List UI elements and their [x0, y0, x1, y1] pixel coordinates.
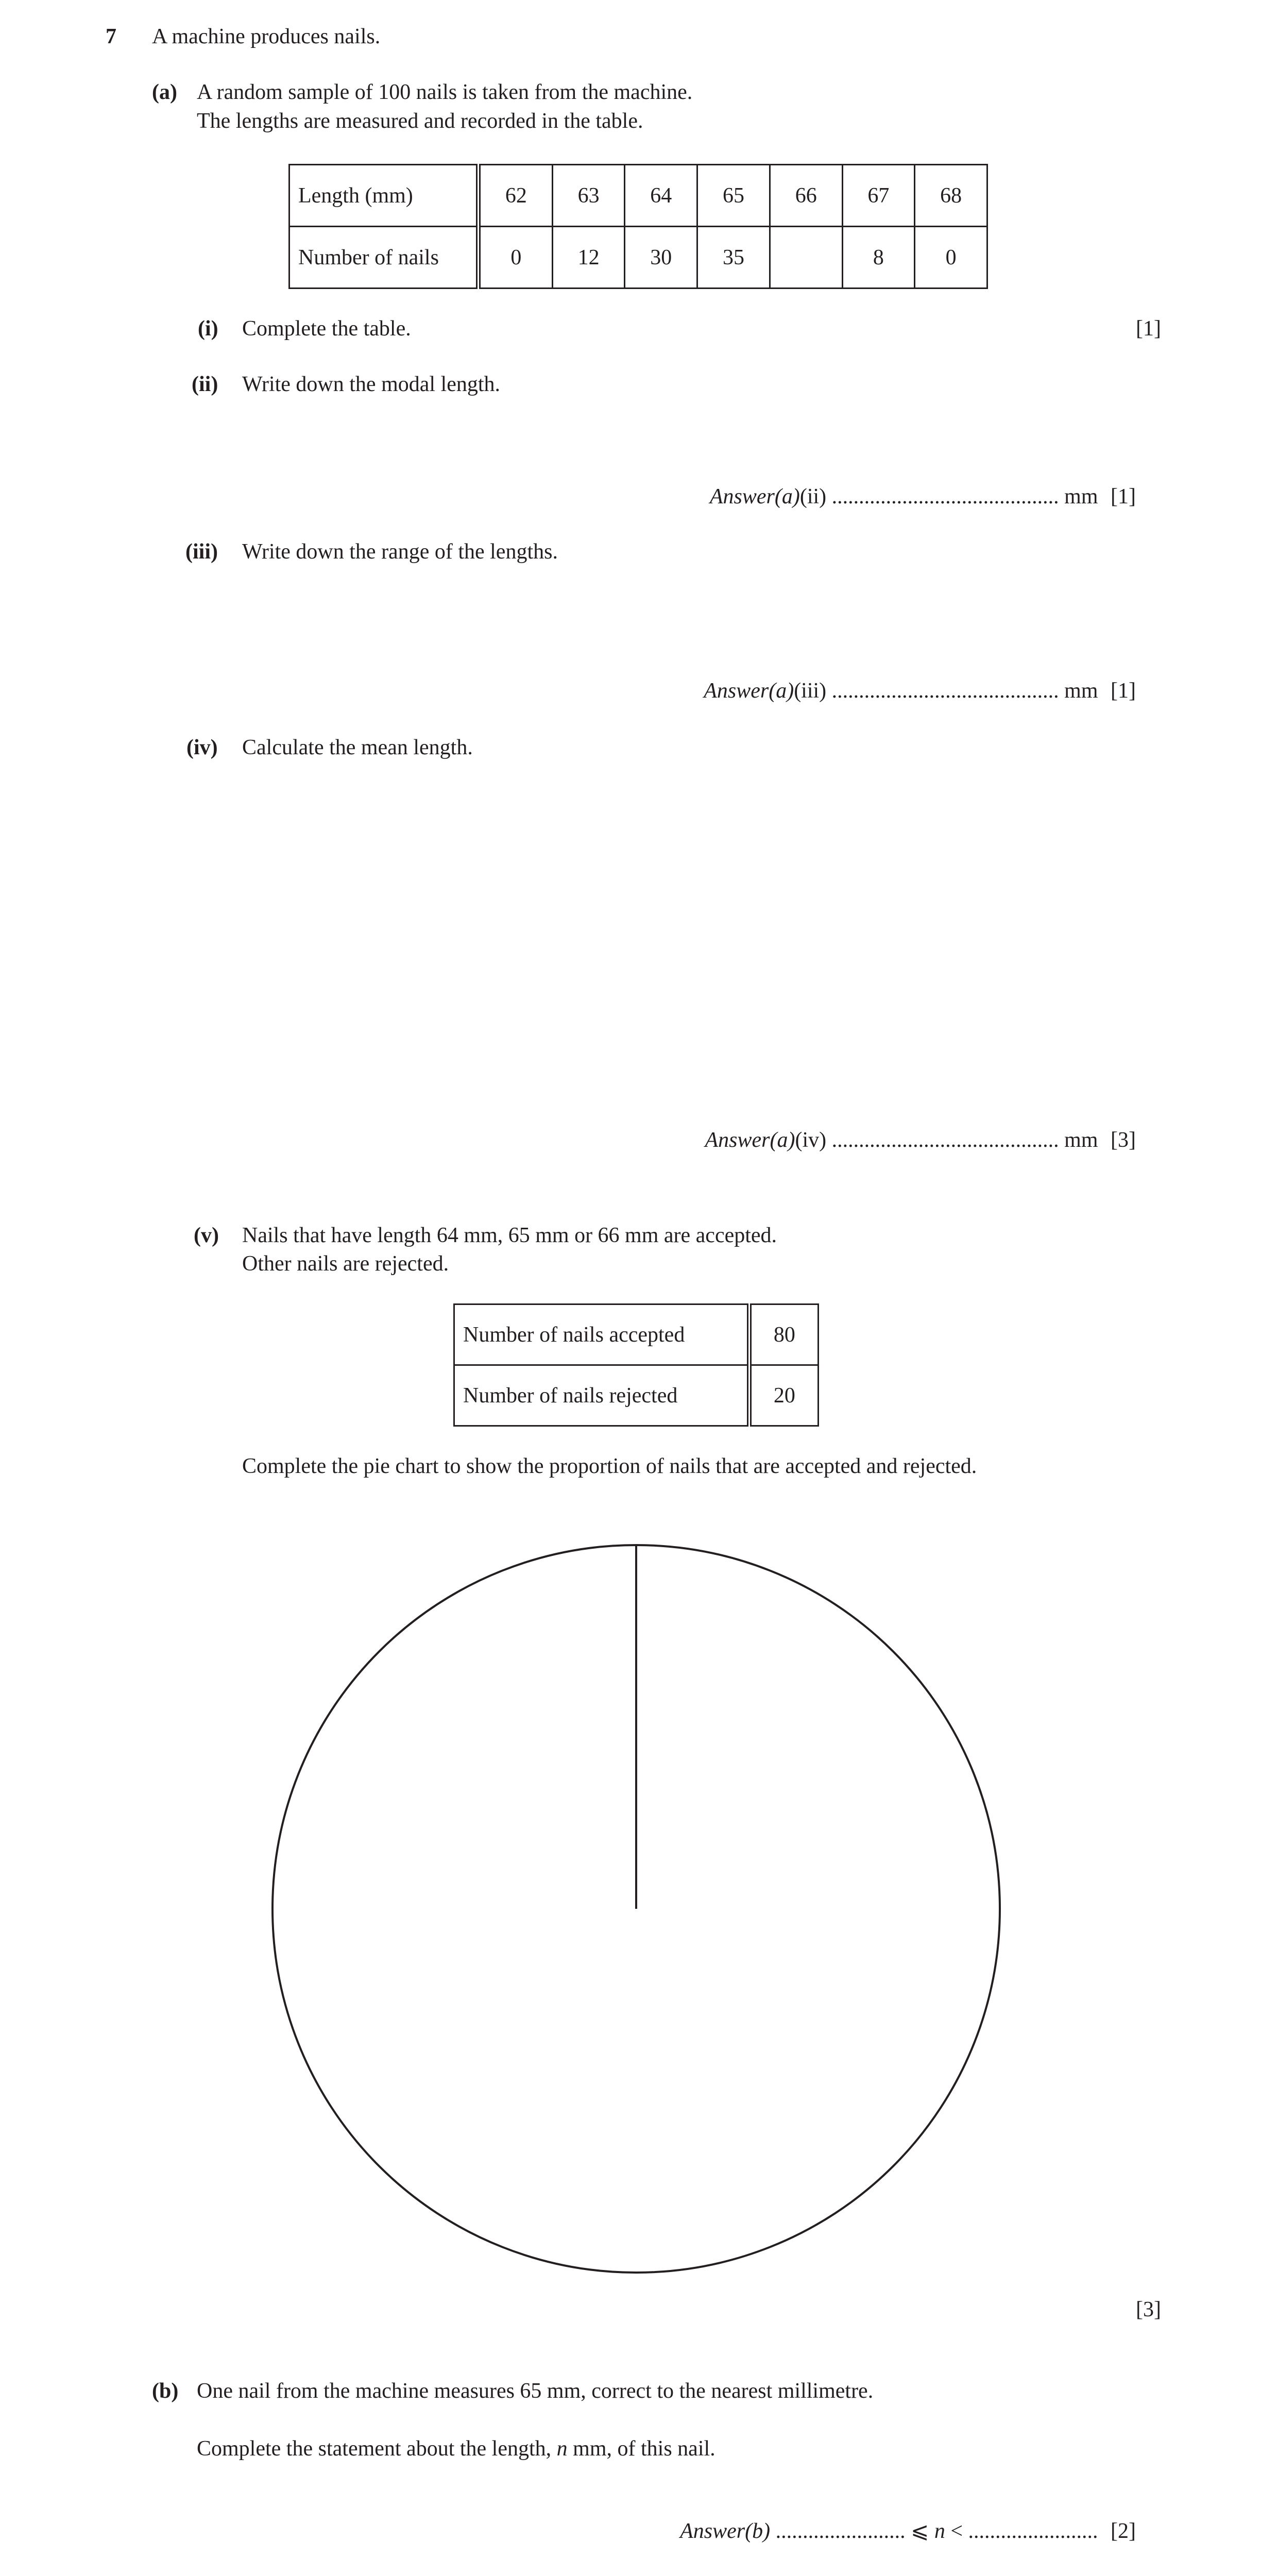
- part-b-line2-after: mm, of this nail.: [567, 2437, 715, 2461]
- length-cell: 67: [842, 165, 915, 227]
- count-cell-blank[interactable]: [770, 227, 842, 289]
- part-a-v-line1: Nails that have length 64 mm, 65 mm or 66 mm are accepted.: [242, 1224, 777, 1247]
- part-b-label: (b): [152, 2379, 179, 2403]
- length-header: Length (mm): [289, 165, 479, 227]
- count-cell: 0: [479, 227, 553, 289]
- part-a-iv-marks: [3]: [1111, 1128, 1136, 1152]
- pie-chart-outline[interactable]: [268, 1540, 1004, 2277]
- answer-var: n: [934, 2519, 945, 2543]
- part-a-iii-label: (iii): [185, 540, 218, 564]
- length-cell: 66: [770, 165, 842, 227]
- answer-part: (iii): [794, 679, 827, 703]
- answer-part: (iv): [795, 1128, 827, 1152]
- part-a-i-label: (i): [198, 317, 218, 341]
- relation-lt: <: [950, 2519, 963, 2543]
- length-cell: 63: [552, 165, 625, 227]
- part-a-label: (a): [152, 80, 177, 104]
- accepted-value: 80: [749, 1304, 818, 1365]
- count-header: Number of nails: [289, 227, 479, 289]
- answer-prefix: Answer(a): [709, 485, 800, 509]
- answer-prefix: Answer(a): [705, 1128, 795, 1152]
- question-stem: A machine produces nails.: [152, 25, 381, 48]
- part-a-v-label: (v): [194, 1224, 219, 1247]
- part-a-iv-answer-line[interactable]: [705, 1129, 1136, 1151]
- rejected-label: Number of nails rejected: [454, 1365, 749, 1426]
- length-cell: 64: [625, 165, 697, 227]
- part-a-ii-marks: [1]: [1111, 485, 1136, 509]
- length-cell: 68: [915, 165, 987, 227]
- pie-instruction: Complete the pie chart to show the proportion of nails that are accepted and rejected.: [242, 1454, 977, 1478]
- answer-unit: mm: [1064, 1128, 1098, 1152]
- lengths-row: [289, 165, 987, 227]
- part-a-ii-answer-line[interactable]: [710, 486, 1136, 507]
- answer-unit: mm: [1064, 485, 1098, 509]
- count-cell: 30: [625, 227, 697, 289]
- part-a-iii-text: Write down the range of the lengths.: [242, 540, 558, 564]
- accepted-row: [454, 1304, 819, 1365]
- part-b-line1: One nail from the machine measures 65 mm, correct to the nearest millimetre.: [197, 2379, 874, 2403]
- part-a-ii-label: (ii): [192, 372, 218, 396]
- relation-le: ⩽: [911, 2519, 929, 2543]
- part-b-line2: [197, 2438, 715, 2460]
- part-b-answer-line[interactable]: [680, 2520, 1136, 2542]
- count-cell: 35: [697, 227, 770, 289]
- part-a-iii-marks: [1]: [1111, 679, 1136, 703]
- part-a-iii-answer-line[interactable]: [704, 680, 1136, 702]
- answer-unit: mm: [1064, 679, 1098, 703]
- lengths-table: [288, 164, 988, 289]
- part-b-line2-before: Complete the statement about the length,: [197, 2437, 557, 2461]
- count-cell: 12: [552, 227, 625, 289]
- accepted-label: Number of nails accepted: [454, 1304, 749, 1365]
- answer-dots-right[interactable]: ........................: [968, 2519, 1098, 2543]
- rejected-row: [454, 1365, 819, 1426]
- rejected-value: 20: [749, 1365, 818, 1426]
- part-a-i-marks: [1]: [1136, 317, 1161, 341]
- part-a-i-text: Complete the table.: [242, 317, 411, 341]
- answer-part: (ii): [799, 485, 827, 509]
- answer-dots[interactable]: ..........................................: [831, 679, 1059, 703]
- part-a-intro-line2: The lengths are measured and recorded in the table.: [197, 109, 643, 133]
- answer-dots-left[interactable]: ........................: [775, 2519, 906, 2543]
- part-a-intro-line1: A random sample of 100 nails is taken from the machine.: [197, 80, 693, 104]
- length-cell: 62: [479, 165, 553, 227]
- counts-row: [289, 227, 987, 289]
- part-a-ii-text: Write down the modal length.: [242, 372, 501, 396]
- answer-dots[interactable]: ..........................................: [831, 1128, 1059, 1152]
- accepted-rejected-table: [453, 1303, 819, 1427]
- count-cell: 0: [915, 227, 987, 289]
- length-cell: 65: [697, 165, 770, 227]
- answer-dots[interactable]: ..........................................: [831, 485, 1059, 509]
- part-b-marks: [2]: [1111, 2519, 1136, 2543]
- part-a-v-line2: Other nails are rejected.: [242, 1252, 449, 1276]
- part-a-iv-label: (iv): [186, 736, 218, 759]
- answer-prefix: Answer(a): [704, 679, 794, 703]
- part-b-line2-var: n: [556, 2437, 568, 2461]
- part-a-v-marks: [3]: [1136, 2298, 1161, 2321]
- question-number: 7: [106, 25, 116, 48]
- count-cell: 8: [842, 227, 915, 289]
- answer-prefix: Answer(b): [680, 2519, 771, 2543]
- part-a-iv-text: Calculate the mean length.: [242, 736, 473, 759]
